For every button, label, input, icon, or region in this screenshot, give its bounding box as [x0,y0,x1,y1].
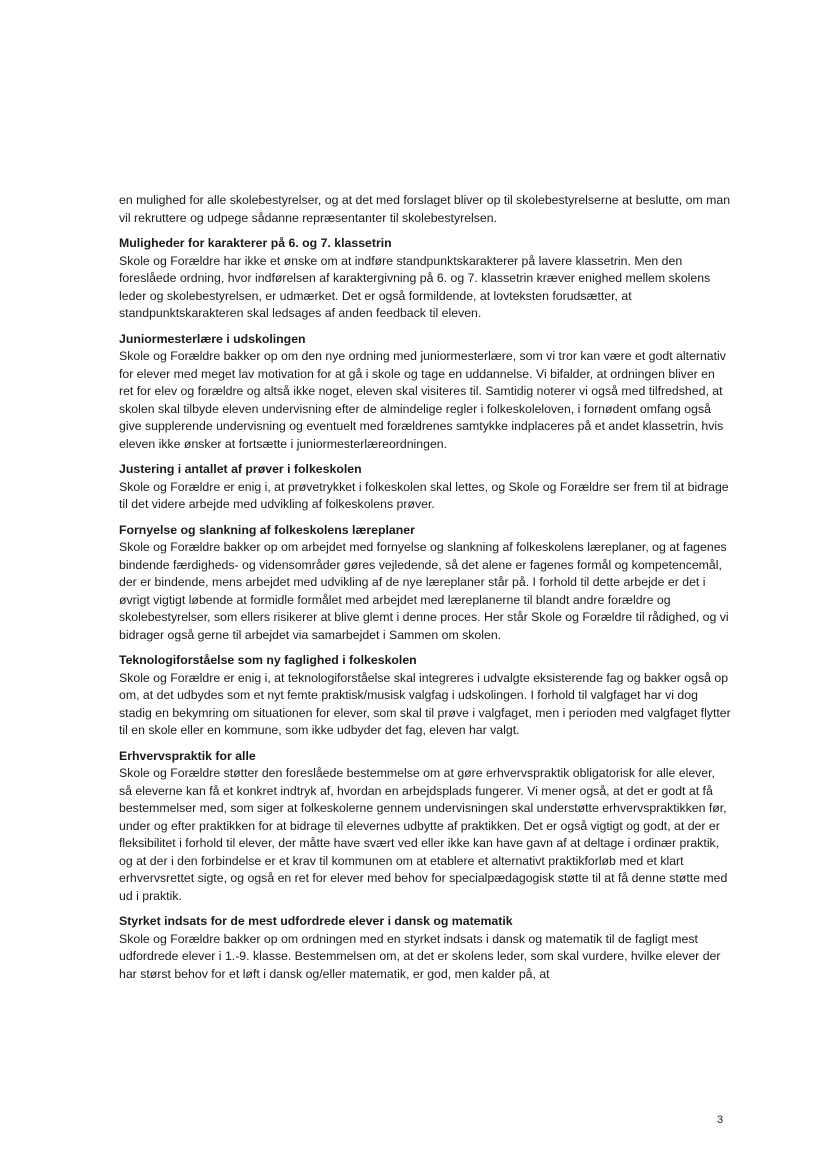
page-content [119,192,731,983]
section-body: Skole og Forældre bakker op om arbejdet med fornyelse og slankning af folkeskolens læreplaner, og at fagenes bindende færdigheds- og vidensområder gøres vejledende, så det alene er fagenes formål og kompetencemål, der er bindende, mens arbejdet med udvikling af de nye læreplaner står på. I forhold til dette arbejde er det i øvrigt vigtigt løbende at formidle formålet med arbejdet med læreplanerne til blandt andre forældre og skolebestyrelser, som ellers risikerer at blive glemt i denne proces. Her står Skole og Forældre til rådighed, og vi bidrager også gerne til arbejdet via samarbejdet i Sammen om skolen. [119,540,729,642]
section-styrket-indsats [119,913,731,983]
section-body: Skole og Forældre er enig i, at teknologiforståelse skal integreres i udvalgte eksisterende fag og bakker også op om, at det udbydes som et nyt femte praktisk/musisk valgfag i udskolingen. I forhold til valgfaget har vi dog stadig en bekymring om situationen for elever, som skal til prøve i valgfaget, men i perioden med valgfaget flytter til en skole eller en kommune, som ikke udbyder det fag, eleven har valgt. [119,670,731,737]
section-heading: Teknologiforståelse som ny faglighed i folkeskolen [119,653,417,667]
intro-paragraph: en mulighed for alle skolebestyrelser, og at det med forslaget bliver op til skolebestyrelserne at beslutte, om man vil rekruttere og udpege sådanne repræsentanter til skolebestyrelsen. [119,193,731,225]
section-body: Skole og Forældre bakker op om den nye ordning med juniormesterlære, som vi tror kan være et godt alternativ for elever med meget lav motivation for at gå i skole og tage en uddannelse. Vi bifalder, at ordningen bliver en ret for elev og forældre og altså ikke noget, eleven skal visiteres til. Samtidig noterer vi også med tilfredshed, at skolen skal tilbyde eleven undervisning efter de almindelige regler i folkeskoleloven, i fornødent omfang også give supplerende undervisning og eventuelt med forældrenes samtykke indplaceres på et andet klassetrin, hvis eleven ikke ønsker at fortsætte i juniormesterlæreordningen. [119,349,726,451]
section-heading: Erhvervspraktik for alle [119,748,256,763]
section-heading: Fornyelse og slankning af folkeskolens læreplaner [119,522,415,537]
section-proever [119,461,731,514]
section-juniormesterlaere [119,331,731,454]
section-heading: Styrket indsats for de mest udfordrede elever i dansk og matematik [119,914,513,928]
section-teknologiforstaaelse [119,652,731,740]
section-erhvervspraktik [119,748,731,906]
section-laereplaner [119,522,731,645]
section-heading: Juniormesterlære i udskolingen [119,331,306,346]
section-body: Skole og Forældre bakker op om ordningen med en styrket indsats i dansk og matematik til de fagligt mest udfordrede elever i 1.-9. klasse. Bestemmelsen om, at det er skolens leder, som skal vurdere, hvilke elever der har størst behov for et løft i dansk og/eller matematik, er god, men kalder på, at [119,931,721,981]
section-heading: Justering i antallet af prøver i folkeskolen [119,462,362,476]
page-number: 3 [717,1114,724,1126]
section-heading: Muligheder for karakterer på 6. og 7. klassetrin [119,236,392,250]
section-body: Skole og Forældre er enig i, at prøvetrykket i folkeskolen skal lettes, og Skole og Forældre ser frem til at bidrage til det videre arbejde med udvikling af folkeskolens prøver. [119,479,729,511]
section-karakterer [119,235,731,323]
section-body: Skole og Forældre har ikke et ønske om at indføre standpunktskarakterer på lavere klassetrin. Men den foreslåede ordning, hvor indførelsen af karaktergivning på 6. og 7. klassetrin kræver enighed mellem skolens leder og skolebestyrelsen, er udmærket. Det er også formildende, at lovteksten forudsætter, at standpunktskarakteren skal ledsages af anden feedback til eleven. [119,253,711,320]
section-body: Skole og Forældre støtter den foreslåede bestemmelse om at gøre erhvervspraktik obligatorisk for alle elever, så eleverne kan få et konkret indtryk af, hvordan en arbejdsplads fungerer. Vi mener også, at det er godt at få bestemmelser med, som siger at folkeskolerne gennem undervisningen skal understøtte erhvervspraktikken før, under og efter praktikken for at bidrage til elevernes udbytte af praktikken. Det er også vigtigt og godt, at der er fleksibilitet i forhold til elever, der måtte have svært ved eller ikke kan have gavn af at deltage i ordinær praktik, og at der i den forbindelse er et krav til kommunen om at etablere et alternativt praktikforløb med et klart erhvervsrettet sigte, og også en ret for elever med behov for specialpædagogisk støtte til at få denne støtte med ud i praktik. [119,766,728,903]
